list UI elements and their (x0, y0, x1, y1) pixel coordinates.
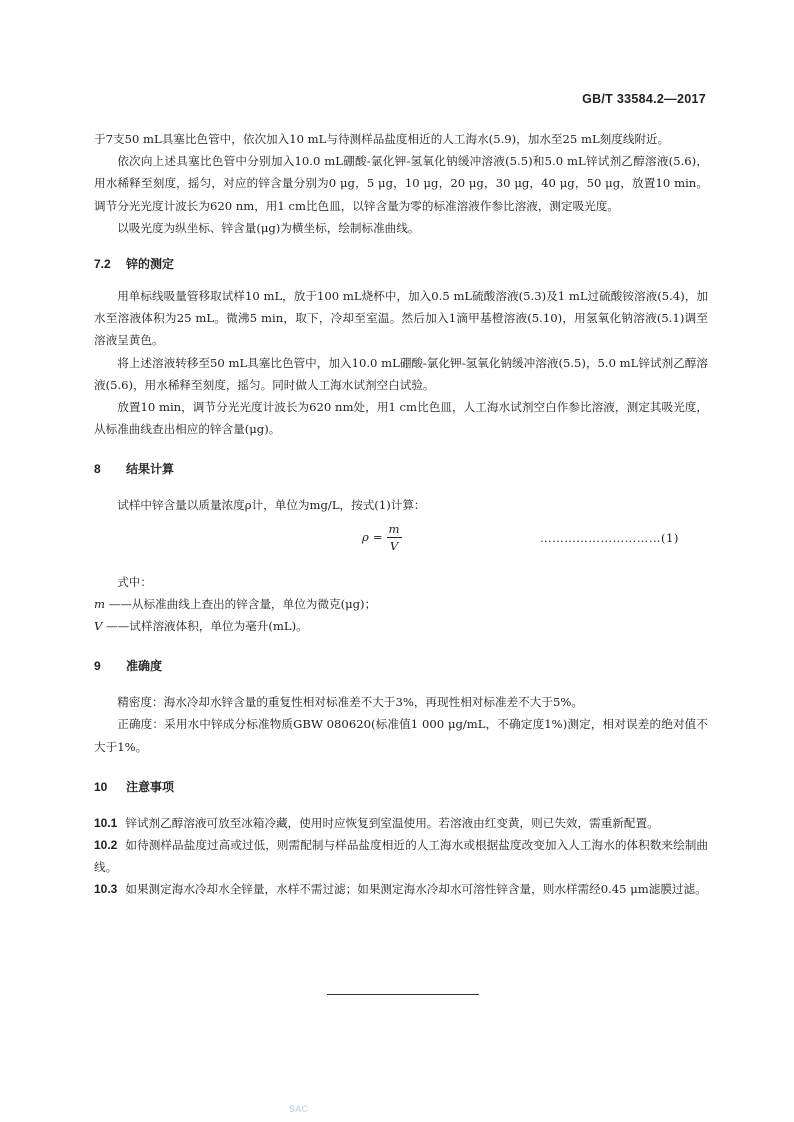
paragraph: 试样中锌含量以质量浓度ρ计，单位为mg/L，按式(1)计算： (117, 498, 426, 513)
subsection-heading-7-2 (94, 253, 708, 275)
variable-description: ——试样溶液体积，单位为毫升(mL)。 (106, 619, 308, 634)
section-title: 准确度 (126, 659, 163, 674)
note-text: 如待测样品盐度过高或过低，则需配制与样品盐度相近的人工海水或根据盐度改变加入人工海水的体积数来绘制曲线。 (94, 838, 708, 875)
variable-definition (94, 615, 708, 637)
paragraph: 将上述溶液转移至50 mL具塞比色管中，加入10.0 mL硼酸-氯化钾-氢氧化钠缓冲溶液(5.5)，5.0 mL锌试剂乙醇溶液(5.6)，用水稀释至刻度，摇匀。同时做人工海水试剂空白试验。 (94, 355, 708, 392)
paragraph: 用单标线吸量管移取试样10 mL，放于100 mL烧杯中，加入0.5 mL硫酸溶液(5.3)及1 mL过硫酸铵溶液(5.4)，加水至溶液体积为25 mL。微沸5 min，取下，冷却至室温。然后加入1滴甲基橙溶液(5.10)，用氢氧化钠溶液(5.1)调至溶液呈黄色。 (94, 289, 708, 348)
sac-watermark-text: SAC (289, 1104, 309, 1113)
paragraph: 放置10 min，调节分光光度计波长为620 nm处，用1 cm比色皿，人工海水试剂空白作参比溶液，测定其吸光度，从标准曲线查出相应的锌含量(μg)。 (94, 400, 708, 437)
variable-definition (94, 593, 708, 615)
document-body (94, 128, 708, 901)
variable-description: ——从标准曲线上查出的锌含量，单位为微克(μg)； (108, 596, 377, 611)
note-text: 锌试剂乙醇溶液可放至冰箱冷藏，使用时应恢复到室温使用。若溶液由红变黄，则已失效，需重新配置。 (125, 815, 659, 830)
section-title: 结果计算 (126, 462, 175, 477)
paragraph: 以吸光度为纵坐标、锌含量(μg)为横坐标，绘制标准曲线。 (117, 220, 420, 235)
section-title: 注意事项 (126, 779, 175, 794)
section-heading-9 (94, 655, 708, 677)
paragraph: 精密度：海水冷却水锌含量的重复性相对标准差不大于3%，再现性相对标准差不大于5%。 (117, 695, 583, 710)
section-number: 9 (94, 659, 101, 674)
formula-1 (94, 521, 708, 565)
paragraph: 依次向上述具塞比色管中分别加入10.0 mL硼酸-氯化钾-氢氧化钠缓冲溶液(5.5)和5.0 mL锌试剂乙醇溶液(5.6)，用水稀释至刻度，摇匀，对应的锌含量分别为0 μg，5 μg，10 μg，20 μg，30 μg，40 μg，50 μg，放置10 min。调节分光光度计波长为620 nm，用1 cm比色皿，以锌含量为零的标准溶液作参比溶液，测定吸光度。 (94, 154, 708, 213)
formula-numerator: m (388, 521, 400, 536)
where-label: 式中： (117, 574, 152, 589)
note-number: 10.2 (94, 838, 118, 853)
subsection-title: 锌的测定 (126, 257, 175, 272)
end-separator-line (327, 994, 479, 995)
variable-symbol: m (94, 596, 105, 611)
formula-fraction (387, 521, 402, 554)
note-text: 如果测定海水冷却水全锌量，水样不需过滤；如果测定海水冷却水可溶性锌含量，则水样需经0.45 μm滤膜过滤。 (125, 882, 707, 897)
sac-watermark-logo (289, 1103, 316, 1113)
subsection-number: 7.2 (94, 257, 111, 272)
variable-symbol: V (94, 619, 103, 634)
section-heading-10 (94, 776, 708, 798)
note-item (94, 834, 708, 878)
formula-equals: = (372, 530, 383, 545)
note-item (94, 812, 708, 834)
section-number: 10 (94, 779, 108, 794)
paragraph: 正确度：采用水中锌成分标准物质GBW 080620(标准值1 000 μg/mL，不确定度1%)测定，相对误差的绝对值不大于1%。 (94, 717, 708, 754)
note-number: 10.3 (94, 882, 118, 897)
formula-denominator: V (389, 538, 399, 553)
paragraph: 于7支50 mL具塞比色管中，依次加入10 mL与待测样品盐度相近的人工海水(5.9)，加水至25 mL刻度线附近。 (94, 132, 670, 146)
formula-number: …………………………(1) (540, 530, 679, 545)
formula-lhs: ρ (362, 530, 369, 545)
section-heading-8 (94, 458, 708, 480)
formula-expression (362, 521, 402, 554)
section-number: 8 (94, 462, 101, 477)
standard-number: GB/T 33584.2—2017 (582, 92, 706, 106)
note-number: 10.1 (94, 815, 118, 830)
note-item (94, 878, 708, 900)
